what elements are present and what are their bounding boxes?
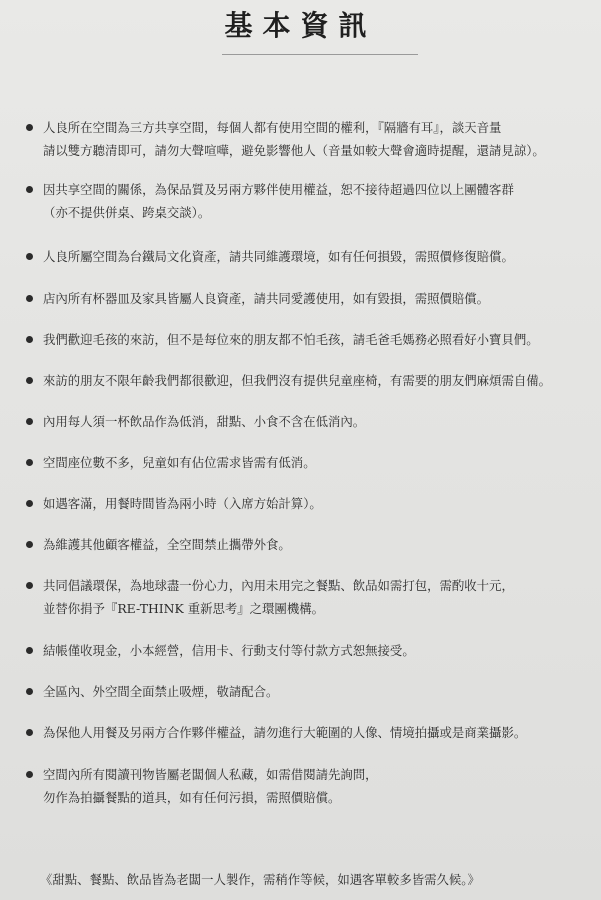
bullet-icon <box>26 253 33 260</box>
rule-line: 勿作為拍攝餐點的道具，如有任何污損，需照價賠償。 <box>43 790 341 805</box>
rule-line: 內用每人須一杯飲品作為低消，甜點、小食不含在低消內。 <box>43 414 366 429</box>
bullet-icon <box>26 771 33 778</box>
rule-line: 為保他人用餐及另兩方合作夥伴權益，請勿進行大範圍的人像、情境拍攝或是商業攝影。 <box>43 725 527 740</box>
bullet-icon <box>26 500 33 507</box>
bullet-icon <box>26 729 33 736</box>
bullet-icon <box>26 186 33 193</box>
rule-line: 因共享空間的關係，為保品質及另兩方夥伴使用權益，恕不接待超過四位以上團體客群 <box>43 182 514 197</box>
bullet-icon <box>26 647 33 654</box>
rule-line: 來訪的朋友不限年齡我們都很歡迎，但我們沒有提供兒童座椅，有需要的朋友們麻煩需自備。 <box>43 373 552 388</box>
bullet-icon <box>26 124 33 131</box>
bullet-icon <box>26 582 33 589</box>
rule-line: 我們歡迎毛孩的來訪，但不是每位來的朋友都不怕毛孩，請毛爸毛媽務必照看好小寶貝們。 <box>43 332 539 347</box>
bullet-icon <box>26 459 33 466</box>
bullet-icon <box>26 377 33 384</box>
bullet-icon <box>26 295 33 302</box>
rule-line: 共同倡議環保，為地球盡一份心力，內用未用完之餐點、飲品如需打包，需酌收十元， <box>43 578 514 593</box>
rule-line: （亦不提供併桌、跨桌交談）。 <box>43 205 211 220</box>
rule-line: 空間內所有閱讀刊物皆屬老闆個人私藏，如需借閱請先詢問， <box>43 767 378 782</box>
rule-line: 如遇客滿，用餐時間皆為兩小時（入席方始計算）。 <box>43 496 322 511</box>
rule-line: 結帳僅收現金，小本經營，信用卡、行動支付等付款方式恕無接受。 <box>43 643 415 658</box>
rule-line: 並替你捐予『RE-THINK 重新思考』之環團機構。 <box>43 601 324 616</box>
bullet-icon <box>26 418 33 425</box>
rule-line: 人良所在空間為三方共享空間，每個人都有使用空間的權利，『隔牆有耳』，談天音量 <box>43 120 502 135</box>
bullet-icon <box>26 688 33 695</box>
rule-line: 為維護其他顧客權益，全空間禁止攜帶外食。 <box>43 537 291 552</box>
bullet-icon <box>26 541 33 548</box>
rule-line: 空間座位數不多，兒童如有佔位需求皆需有低消。 <box>43 455 316 470</box>
rule-line: 全區內、外空間全面禁止吸煙，敬請配合。 <box>43 684 279 699</box>
rule-line: 店內所有杯器皿及家具皆屬人良資產，請共同愛護使用，如有毀損，需照價賠償。 <box>43 291 490 306</box>
page-title: 基本資訊 <box>224 9 377 42</box>
footer-note: 《甜點、餐點、飲品皆為老闆一人製作，需稍作等候，如遇客單較多皆需久候。》 <box>40 872 480 887</box>
rule-line: 請以雙方聽清即可，請勿大聲喧嘩，避免影響他人（音量如較大聲會適時提醒，還請見諒）。 <box>43 143 545 158</box>
bullet-icon <box>26 336 33 343</box>
rule-line: 人良所屬空間為台鐵局文化資產，請共同維護環境，如有任何損毀，需照價修復賠償。 <box>43 249 514 264</box>
